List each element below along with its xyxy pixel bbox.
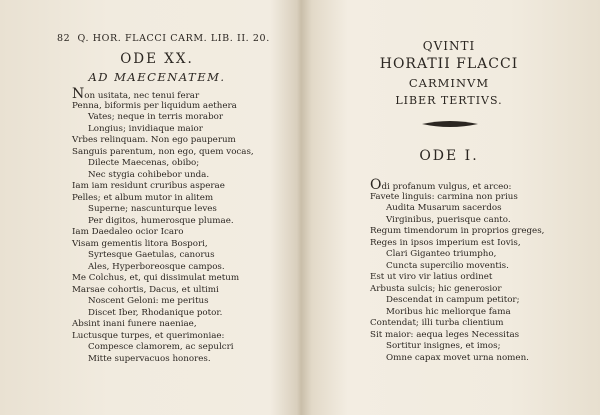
verse-line [72, 204, 254, 216]
verse-line [370, 249, 544, 261]
verse-line [370, 272, 544, 284]
verse-text: on usitata, nec tenui ferar [84, 91, 200, 101]
verse-line [72, 86, 254, 102]
verse-text: Clari Giganteo triumpho, [386, 249, 497, 259]
running-head [57, 33, 270, 44]
drop-cap: N [72, 86, 85, 102]
verse-line [72, 262, 254, 274]
verse-line [72, 342, 254, 354]
verse-text: Iam Daedaleo ocior Icaro [72, 227, 184, 237]
verse-line [72, 227, 254, 239]
verse-line [370, 307, 544, 319]
book-title-line-2: HORATII FLACCI [379, 56, 519, 72]
verse-text: Virginibus, puerisque canto. [386, 214, 511, 225]
left-page [0, 0, 298, 415]
verse-text: Regum timendorum in proprios greges, [370, 226, 545, 236]
verse-line [72, 250, 254, 262]
verse-text: Longius; invidiaque maior [88, 123, 203, 134]
verse-text: Vrbes relinquam. Non ego pauperum [72, 135, 236, 145]
verse-text: Descendat in campum petitor; [386, 295, 520, 305]
verse-text: Dilecte Maecenas, obibo; [88, 158, 200, 168]
verse-text: di profanum vulgus, et arceo: [381, 182, 512, 192]
verse-text: Sit maior: aequa leges Necessitas [370, 329, 520, 340]
verse-line [370, 330, 544, 342]
verse-line [370, 261, 544, 273]
verse-line [370, 318, 544, 330]
verse-line [72, 216, 254, 228]
verse-text: Iam iam residunt cruribus asperae [72, 181, 225, 191]
verse-line [72, 354, 254, 366]
ornament-rule [420, 117, 480, 131]
verse-text: Superne; nascunturque leves [88, 204, 217, 214]
verse-text: Contendat; illi turba clientium [370, 318, 504, 328]
poem-text-right [370, 177, 545, 364]
verse-text: Syrtesque Gaetulas, canorus [88, 250, 215, 260]
verse-text: Sortitur insignes, et imos; [386, 341, 501, 351]
verse-text: Omne capax movet urna nomen. [386, 352, 529, 363]
verse-text: Moribus hic meliorque fama [386, 306, 511, 317]
verse-line [72, 308, 254, 320]
ode-title: ODE XX. [120, 51, 194, 67]
verse-line [370, 295, 544, 307]
verse-text: Luctusque turpes, et querimoniae: [72, 330, 225, 341]
drop-cap: O [370, 177, 382, 193]
verse-line [72, 285, 254, 297]
verse-line [370, 238, 544, 250]
verse-text: Penna, biformis per liquidum aethera [72, 100, 237, 111]
verse-text: Per digitos, humerosque plumae. [88, 215, 234, 226]
verse-line [370, 353, 544, 365]
verse-line [72, 331, 254, 343]
verse-text: Mitte supervacuos honores. [88, 353, 211, 364]
verse-text: Marsae cohortis, Dacus, et ultimi [72, 284, 219, 295]
verse-line [72, 181, 254, 193]
verse-line [72, 319, 254, 331]
verse-text: Vates; neque in terris morabor [88, 112, 224, 122]
page-number: 82 [57, 33, 71, 44]
verse-line [72, 124, 254, 136]
book-title-line-4: LIBER TERTIVS. [395, 94, 503, 107]
verse-text: Est ut viro vir latius ordinet [370, 272, 493, 282]
verse-line [370, 192, 544, 204]
ode-dedication: AD MAECENATEM. [88, 70, 226, 84]
verse-line [370, 284, 544, 296]
verse-text: Compesce clamorem, ac sepulcri [88, 342, 234, 352]
verse-line [72, 158, 254, 170]
verse-line [72, 147, 254, 159]
verse-line [370, 203, 544, 215]
ode-title-right: ODE I. [419, 148, 479, 164]
verse-line [370, 177, 544, 193]
verse-text: Visam gementis litora Bospori, [72, 238, 208, 249]
poem-text [72, 86, 254, 365]
verse-text: Reges in ipsos imperium est Iovis, [370, 237, 521, 248]
book-title-line-1: QVINTI [422, 39, 476, 53]
verse-line [72, 273, 254, 285]
verse-line [72, 101, 254, 113]
running-head-text: Q. HOR. FLACCI CARM. LIB. II. 20. [77, 33, 270, 44]
verse-text: Pelles; et album mutor in alitem [72, 192, 214, 203]
verse-line [370, 215, 544, 227]
verse-line [72, 112, 254, 124]
verse-line [72, 170, 254, 182]
verse-line [72, 193, 254, 205]
verse-text: Discet Iber, Rhodanique potor. [88, 307, 223, 318]
verse-line [72, 296, 254, 308]
verse-text: Absint inani funere naeniae, [72, 319, 197, 329]
verse-line [72, 135, 254, 147]
verse-text: Favete linguis: carmina non prius [370, 191, 518, 202]
verse-text: Arbusta sulcis; hic generosior [370, 283, 502, 294]
verse-text: Nec stygia cohibebor unda. [88, 169, 210, 180]
verse-line [370, 226, 544, 238]
book-title-line-3: CARMINVM [408, 76, 490, 90]
verse-text: Ales, Hyperboreosque campos. [88, 261, 225, 272]
verse-text: Sanguis parentum, non ego, quem vocas, [72, 146, 254, 157]
verse-text: Audita Musarum sacerdos [386, 203, 502, 213]
verse-text: Noscent Geloni: me peritus [88, 296, 209, 306]
verse-text: Cuncta supercilio moventis. [386, 260, 509, 271]
verse-text: Me Colchus, et, qui dissimulat metum [72, 273, 240, 283]
verse-line [370, 341, 544, 353]
verse-line [72, 239, 254, 251]
